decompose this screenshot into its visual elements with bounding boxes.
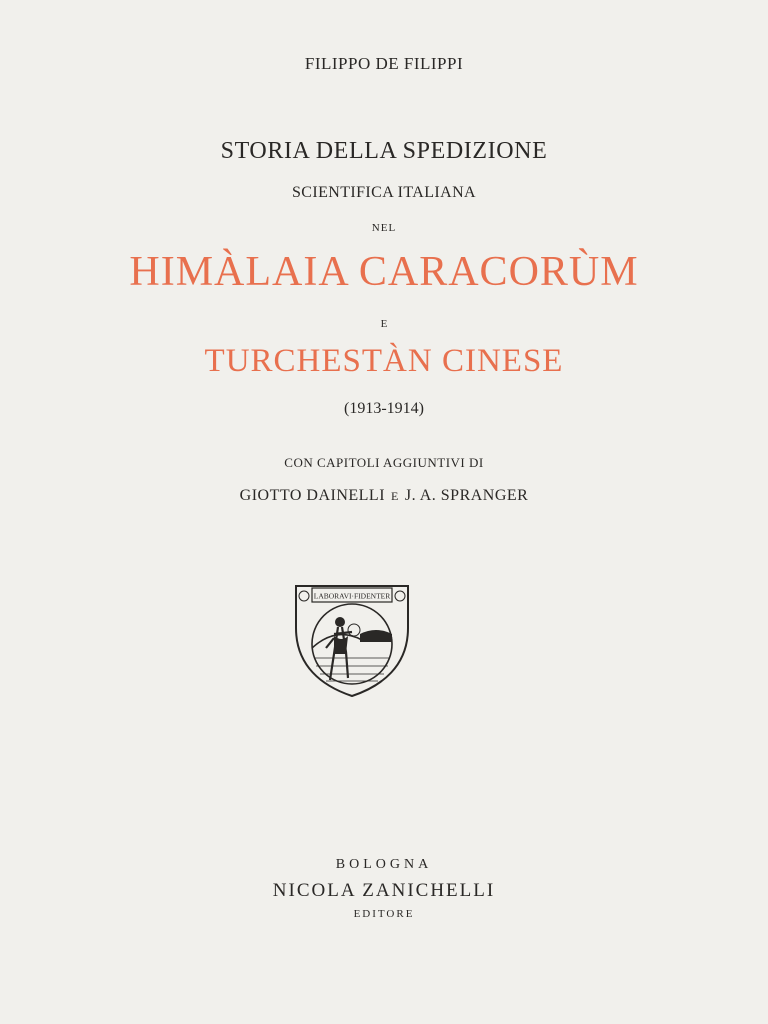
- contributors: [0, 487, 768, 505]
- expedition-years: (1913-1914): [344, 400, 424, 417]
- chapters-note: CON CAPITOLI AGGIUNTIVI DI: [284, 455, 484, 470]
- title-line-2: SCIENTIFICA ITALIANA: [291, 184, 477, 201]
- publication-city: BOLOGNA: [335, 857, 433, 872]
- title-preposition: NEL: [371, 222, 397, 234]
- main-title-2: TURCHESTÀN CINESE: [204, 343, 564, 379]
- author-name: FILIPPO DE FILIPPI: [304, 54, 464, 73]
- publisher-emblem-icon: [290, 582, 414, 700]
- main-title-1: HIMÀLAIA CARACORÙM: [129, 249, 639, 295]
- publisher-name: NICOLA ZANICHELLI: [272, 880, 496, 901]
- contributor-conjunction: E: [391, 489, 399, 503]
- contributor-1: GIOTTO DAINELLI: [239, 487, 386, 504]
- emblem-motto: LABORAVI·FIDENTER: [313, 591, 391, 601]
- contributor-2: J. A. SPRANGER: [404, 487, 529, 504]
- publisher-role: EDITORE: [353, 908, 415, 920]
- title-conjunction: E: [380, 318, 388, 330]
- title-line-1: STORIA DELLA SPEDIZIONE: [220, 138, 548, 164]
